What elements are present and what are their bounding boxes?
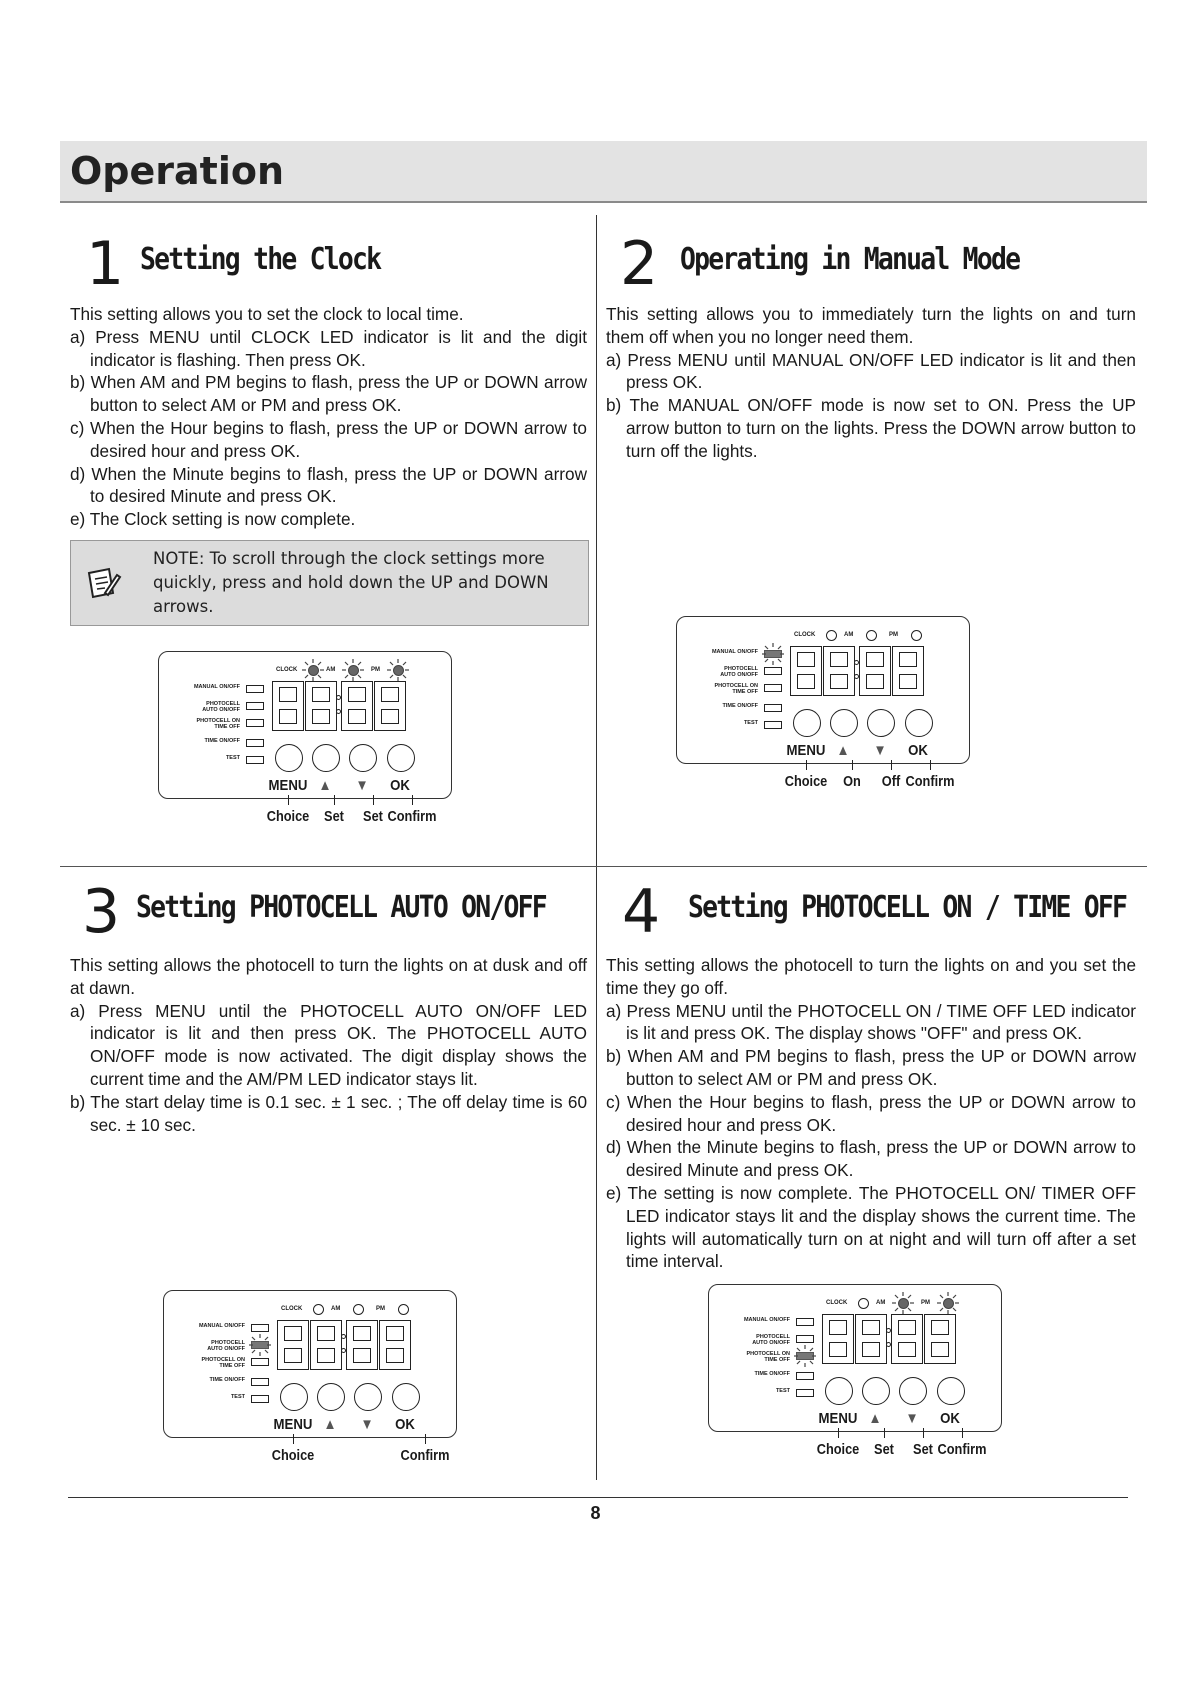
flashing-rays-icon bbox=[794, 1345, 816, 1367]
panel-button bbox=[793, 709, 821, 737]
section-title: Setting PHOTOCELL ON / TIME OFF bbox=[688, 890, 1127, 925]
flashing-rays-icon bbox=[249, 1334, 271, 1356]
button-label: OK bbox=[395, 1416, 415, 1433]
side-label: PHOTOCELL AUTO ON/OFF bbox=[752, 1334, 790, 1346]
top-label-pm: PM bbox=[376, 1306, 385, 1312]
vertical-divider bbox=[596, 215, 597, 1480]
flashing-rays-icon bbox=[762, 643, 784, 665]
button-caption: On bbox=[843, 774, 861, 790]
horizontal-divider bbox=[60, 866, 1147, 867]
side-label: TEST bbox=[743, 720, 758, 726]
side-label: PHOTOCELL ON TIME OFF bbox=[746, 1351, 790, 1363]
caption-tick bbox=[373, 795, 374, 805]
indicator-led-am bbox=[353, 1304, 364, 1315]
caption-tick bbox=[930, 760, 931, 770]
mode-led bbox=[796, 1335, 814, 1343]
section-number: 3 bbox=[82, 877, 121, 947]
display-digit bbox=[822, 1314, 854, 1364]
panel-button bbox=[280, 1383, 308, 1411]
button-caption: Confirm bbox=[905, 774, 955, 790]
top-label-am: AM bbox=[876, 1300, 886, 1306]
button-caption: Choice bbox=[816, 1442, 860, 1458]
side-label: MANUAL ON/OFF bbox=[198, 1323, 245, 1329]
side-label: TIME ON/OFF bbox=[754, 1371, 790, 1377]
section-4-body bbox=[606, 954, 1136, 1273]
button-caption: Set bbox=[363, 809, 383, 825]
digit-segment bbox=[931, 1320, 949, 1335]
display-digit bbox=[277, 1320, 309, 1370]
step-d: d) When the Minute begins to flash, press the UP or DOWN arrow to desired Minute and press OK. bbox=[70, 463, 587, 507]
top-label-pm: PM bbox=[921, 1300, 930, 1306]
step-b: b) When AM and PM begins to flash, press the UP or DOWN arrow button to select AM or PM and press OK. bbox=[70, 372, 587, 416]
digit-segment bbox=[279, 709, 297, 724]
mode-led bbox=[796, 1389, 814, 1397]
side-label: TEST bbox=[225, 755, 240, 761]
display-colon bbox=[336, 695, 341, 700]
side-label: PHOTOCELL ON TIME OFF bbox=[196, 718, 240, 730]
step-e: e) The setting is now complete. The PHOTOCELL ON/ TIMER OFF LED indicator stays lit and the display shows the current time. The lights will automatically turn on at night and will turn off after a set time interval. bbox=[606, 1182, 1136, 1272]
digit-segment bbox=[381, 709, 399, 724]
button-label: ▼ bbox=[360, 1416, 374, 1433]
panel-button bbox=[349, 744, 377, 772]
section-number: 4 bbox=[622, 877, 661, 947]
panel-button bbox=[317, 1383, 345, 1411]
digit-segment bbox=[797, 652, 815, 667]
digit-segment bbox=[866, 652, 884, 667]
section-number: 1 bbox=[86, 229, 125, 299]
mode-led bbox=[764, 704, 782, 712]
display-colon bbox=[886, 1328, 891, 1333]
caption-tick bbox=[425, 1434, 426, 1444]
button-label: OK bbox=[940, 1410, 960, 1427]
indicator-led-pm bbox=[911, 630, 922, 641]
panel-button bbox=[392, 1383, 420, 1411]
mode-led bbox=[246, 719, 264, 727]
display-digit bbox=[823, 646, 855, 696]
digit-segment bbox=[898, 1342, 916, 1357]
digit-segment bbox=[312, 709, 330, 724]
display-digit bbox=[346, 1320, 378, 1370]
button-label: ▼ bbox=[355, 777, 369, 794]
display-digit bbox=[310, 1320, 342, 1370]
button-caption: Off bbox=[881, 774, 901, 790]
mode-led bbox=[251, 1378, 269, 1386]
display-digit bbox=[924, 1314, 956, 1364]
section-number: 2 bbox=[620, 229, 659, 299]
indicator-led-clock bbox=[313, 1304, 324, 1315]
digit-segment bbox=[862, 1320, 880, 1335]
button-label: MENU bbox=[268, 777, 308, 794]
side-label: TEST bbox=[775, 1388, 790, 1394]
digit-segment bbox=[279, 687, 297, 702]
indicator-led-pm bbox=[398, 1304, 409, 1315]
section-title: Setting PHOTOCELL AUTO ON/OFF bbox=[136, 890, 546, 925]
panel-button bbox=[387, 744, 415, 772]
panel-button bbox=[937, 1377, 965, 1405]
panel-button bbox=[867, 709, 895, 737]
section-2-body bbox=[606, 303, 1136, 463]
top-label-clock: CLOCK bbox=[794, 632, 816, 638]
digit-segment bbox=[317, 1348, 335, 1363]
button-caption: Confirm bbox=[937, 1442, 987, 1458]
mode-led bbox=[246, 702, 264, 710]
side-label: MANUAL ON/OFF bbox=[193, 684, 240, 690]
button-label: OK bbox=[908, 742, 928, 759]
step-a: a) Press MENU until the PHOTOCELL AUTO ON/OFF LED indicator is lit and then press OK. The PHOTOCELL AUTO ON/OFF mode is now activated. The digit display shows the current time and the AM/PM LED indicator stays lit. bbox=[70, 1000, 587, 1089]
panel-button bbox=[275, 744, 303, 772]
button-caption: Set bbox=[874, 1442, 894, 1458]
digit-segment bbox=[866, 674, 884, 689]
display-colon bbox=[854, 674, 859, 679]
button-label: ▲ bbox=[868, 1410, 882, 1427]
button-label: ▲ bbox=[318, 777, 332, 794]
side-label: TIME ON/OFF bbox=[722, 703, 758, 709]
caption-tick bbox=[962, 1428, 963, 1438]
digit-segment bbox=[829, 1320, 847, 1335]
digit-segment bbox=[312, 687, 330, 702]
panel-button bbox=[825, 1377, 853, 1405]
step-c: c) When the Hour begins to flash, press the UP or DOWN arrow to desired hour and press OK. bbox=[606, 1091, 1136, 1135]
caption-tick bbox=[852, 760, 853, 770]
mode-led bbox=[764, 667, 782, 675]
page-number: 8 bbox=[590, 1503, 601, 1523]
display-digit bbox=[379, 1320, 411, 1370]
top-label-pm: PM bbox=[889, 632, 898, 638]
flashing-rays-icon bbox=[892, 1292, 914, 1314]
panel-button bbox=[830, 709, 858, 737]
side-label: PHOTOCELL ON TIME OFF bbox=[201, 1357, 245, 1369]
top-label-pm: PM bbox=[371, 667, 380, 673]
panel-button bbox=[899, 1377, 927, 1405]
intro-text: This setting allows the photocell to turn the lights on at dusk and off at dawn. bbox=[70, 955, 587, 998]
display-digit bbox=[305, 681, 337, 731]
digit-segment bbox=[931, 1342, 949, 1357]
caption-tick bbox=[838, 1428, 839, 1438]
top-label-am: AM bbox=[331, 1306, 341, 1312]
button-caption: Set bbox=[324, 809, 344, 825]
digit-segment bbox=[386, 1326, 404, 1341]
indicator-led-clock bbox=[826, 630, 837, 641]
button-label: ▲ bbox=[323, 1416, 337, 1433]
caption-tick bbox=[288, 795, 289, 805]
mode-led bbox=[796, 1372, 814, 1380]
digit-segment bbox=[317, 1326, 335, 1341]
caption-tick bbox=[891, 760, 892, 770]
digit-segment bbox=[381, 687, 399, 702]
step-b: b) The MANUAL ON/OFF mode is now set to ON. Press the UP arrow button to turn on the lights. Press the DOWN arrow button to turn off the lights. bbox=[606, 395, 1136, 461]
display-colon bbox=[886, 1342, 891, 1347]
side-label: TIME ON/OFF bbox=[204, 738, 240, 744]
side-label: PHOTOCELL AUTO ON/OFF bbox=[720, 666, 758, 678]
mode-led bbox=[764, 684, 782, 692]
flashing-rays-icon bbox=[342, 659, 364, 681]
section-3-body bbox=[70, 954, 587, 1136]
mode-led bbox=[246, 756, 264, 764]
button-caption: Set bbox=[913, 1442, 933, 1458]
footer-rule bbox=[68, 1497, 1128, 1498]
display-digit bbox=[855, 1314, 887, 1364]
top-label-clock: CLOCK bbox=[826, 1300, 848, 1306]
display-digit bbox=[341, 681, 373, 731]
digit-segment bbox=[899, 674, 917, 689]
button-label: ▼ bbox=[905, 1410, 919, 1427]
mode-led bbox=[764, 721, 782, 729]
side-label: TIME ON/OFF bbox=[209, 1377, 245, 1383]
panel-button bbox=[354, 1383, 382, 1411]
note-text: NOTE: To scroll through the clock settings more quickly, press and hold down the UP and DOWN arrows. bbox=[153, 549, 549, 616]
display-digit bbox=[891, 1314, 923, 1364]
top-label-clock: CLOCK bbox=[281, 1306, 303, 1312]
flashing-rays-icon bbox=[302, 659, 324, 681]
step-c: c) When the Hour begins to flash, press the UP or DOWN arrow to desired hour and press OK. bbox=[70, 417, 587, 461]
flashing-rays-icon bbox=[387, 659, 409, 681]
digit-segment bbox=[284, 1326, 302, 1341]
mode-led bbox=[251, 1395, 269, 1403]
digit-segment bbox=[898, 1320, 916, 1335]
side-label: PHOTOCELL ON TIME OFF bbox=[714, 683, 758, 695]
side-label: PHOTOCELL AUTO ON/OFF bbox=[202, 701, 240, 713]
step-a: a) Press MENU until CLOCK LED indicator is lit and the digit indicator is flashing. Then press OK. bbox=[70, 326, 587, 370]
step-b: b) The start delay time is 0.1 sec. ± 1 sec. ; The off delay time is 60 sec. ± 10 sec. bbox=[70, 1091, 587, 1135]
section-title: Setting the Clock bbox=[140, 242, 381, 277]
note-box bbox=[70, 540, 589, 626]
mode-led bbox=[251, 1358, 269, 1366]
step-a: a) Press MENU until MANUAL ON/OFF LED indicator is lit and then press OK. bbox=[606, 349, 1136, 393]
header-bar bbox=[60, 141, 1147, 203]
digit-segment bbox=[348, 687, 366, 702]
intro-text: This setting allows you to set the clock to local time. bbox=[70, 304, 464, 324]
digit-segment bbox=[284, 1348, 302, 1363]
top-label-am: AM bbox=[844, 632, 854, 638]
side-label: TEST bbox=[230, 1394, 245, 1400]
digit-segment bbox=[830, 652, 848, 667]
indicator-led-clock bbox=[858, 1298, 869, 1309]
digit-segment bbox=[862, 1342, 880, 1357]
button-label: ▼ bbox=[873, 742, 887, 759]
button-label: ▲ bbox=[836, 742, 850, 759]
top-label-am: AM bbox=[326, 667, 336, 673]
digit-segment bbox=[899, 652, 917, 667]
button-label: MENU bbox=[786, 742, 826, 759]
caption-tick bbox=[806, 760, 807, 770]
button-caption: Choice bbox=[271, 1448, 315, 1464]
display-colon bbox=[341, 1334, 346, 1339]
step-e: e) The Clock setting is now complete. bbox=[70, 509, 356, 530]
button-caption: Choice bbox=[266, 809, 310, 825]
display-digit bbox=[272, 681, 304, 731]
step-b: b) When AM and PM begins to flash, press the UP or DOWN arrow button to select AM or PM and press OK. bbox=[606, 1046, 1136, 1089]
display-digit bbox=[790, 646, 822, 696]
digit-segment bbox=[353, 1326, 371, 1341]
button-label: MENU bbox=[273, 1416, 313, 1433]
display-digit bbox=[892, 646, 924, 696]
caption-tick bbox=[923, 1428, 924, 1438]
mode-led bbox=[246, 739, 264, 747]
display-colon bbox=[336, 709, 341, 714]
digit-segment bbox=[829, 1342, 847, 1357]
side-label: PHOTOCELL AUTO ON/OFF bbox=[207, 1340, 245, 1352]
side-label: MANUAL ON/OFF bbox=[711, 649, 758, 655]
page-title: Operation bbox=[70, 149, 285, 193]
intro-text: This setting allows you to immediately turn the lights on and turn them off when you no longer need them. bbox=[606, 304, 1136, 347]
indicator-led-am bbox=[866, 630, 877, 641]
side-label: MANUAL ON/OFF bbox=[743, 1317, 790, 1323]
step-d: d) When the Minute begins to flash, press the UP or DOWN arrow to desired Minute and press OK. bbox=[606, 1137, 1136, 1181]
mode-led bbox=[796, 1318, 814, 1326]
mode-led bbox=[246, 685, 264, 693]
step-a: a) Press MENU until the PHOTOCELL ON / TIME OFF LED indicator is lit and press OK. The display shows "OFF" and press OK. bbox=[606, 1000, 1136, 1044]
intro-text: This setting allows the photocell to turn the lights on and you set the time they go off. bbox=[606, 955, 1136, 998]
button-label: MENU bbox=[818, 1410, 858, 1427]
caption-tick bbox=[334, 795, 335, 805]
button-caption: Confirm bbox=[400, 1448, 450, 1464]
mode-led bbox=[251, 1324, 269, 1332]
display-digit bbox=[859, 646, 891, 696]
digit-segment bbox=[830, 674, 848, 689]
display-digit bbox=[374, 681, 406, 731]
caption-tick bbox=[293, 1434, 294, 1444]
section-1-body bbox=[70, 303, 587, 531]
digit-segment bbox=[348, 709, 366, 724]
digit-segment bbox=[353, 1348, 371, 1363]
display-colon bbox=[341, 1348, 346, 1353]
button-caption: Choice bbox=[784, 774, 828, 790]
button-caption: Confirm bbox=[387, 809, 437, 825]
caption-tick bbox=[884, 1428, 885, 1438]
panel-button bbox=[862, 1377, 890, 1405]
caption-tick bbox=[412, 795, 413, 805]
section-title: Operating in Manual Mode bbox=[680, 242, 1020, 277]
digit-segment bbox=[386, 1348, 404, 1363]
digit-segment bbox=[797, 674, 815, 689]
panel-button bbox=[905, 709, 933, 737]
top-label-clock: CLOCK bbox=[276, 667, 298, 673]
panel-button bbox=[312, 744, 340, 772]
note-pencil-icon bbox=[83, 563, 123, 603]
button-label: OK bbox=[390, 777, 410, 794]
display-colon bbox=[854, 660, 859, 665]
flashing-rays-icon bbox=[937, 1292, 959, 1314]
